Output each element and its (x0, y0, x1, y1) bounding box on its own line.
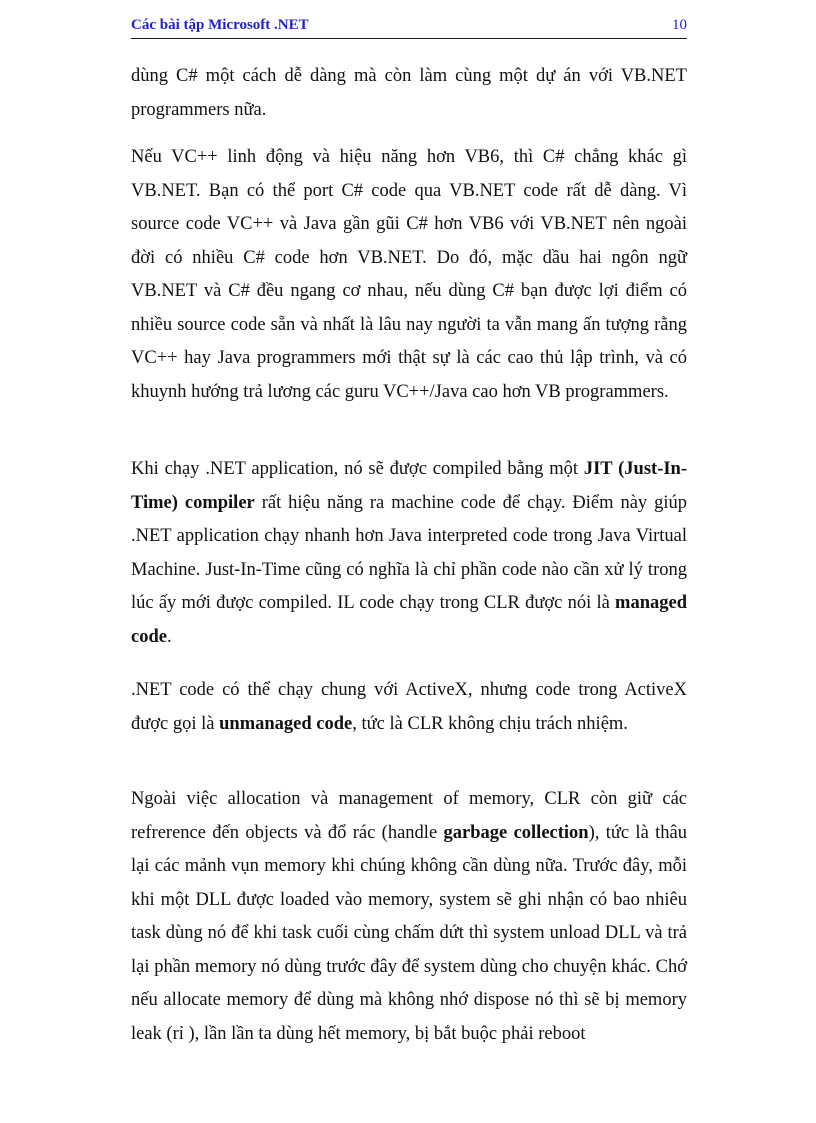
paragraph-3 (131, 453, 687, 654)
managed-code-term: managed code (131, 593, 687, 647)
paragraph-5 (131, 783, 687, 1051)
paragraph-3-text-start: Khi chạy .NET application, nó sẽ được compiled bằng một (131, 459, 584, 479)
page-header (131, 14, 687, 39)
paragraph-4-text-start: .NET code có thể chạy chung với ActiveX, nhưng code trong ActiveX được gọi là (131, 680, 687, 734)
paragraph-5-text-start: Ngoài việc allocation và management of memory, CLR còn giữ các refrerence đến objects và đổ rác (handle (131, 789, 687, 843)
garbage-collection-term: garbage collection (443, 822, 589, 843)
paragraph-4-text-end: , tức là CLR không chịu trách nhiệm. (352, 713, 628, 734)
paragraph-3-text-end: . (166, 626, 172, 647)
unmanaged-code-term: unmanaged code (219, 713, 353, 734)
paragraph-4 (131, 674, 687, 741)
paragraph-1-text: dùng C# một cách dễ dàng mà còn làm cùng một dự án với VB.NET programmers nữa. (131, 66, 687, 120)
paragraph-1 (131, 60, 687, 127)
body-text (131, 60, 687, 1051)
jit-compiler-term: JIT (Just-In-Time) compiler (131, 459, 687, 513)
paragraph-5-text-end: ), tức là thâu lại các mảnh vụn memory khi chúng không cần dùng nữa. Trước đây, mỗi khi một DLL được loaded vào memory, system sẽ ghi nhận có bao nhiêu task dùng nó để khi task cuối cùng chấm dứt thì system unload DLL và trả lại phần memory nó dùng trước đây để system dùng cho chuyện khác. Chớ nếu allocate memory để dùng mà không nhớ dispose nó thì sẽ bị memory leak (rỉ ), lần lần ta dùng hết memory, bị bắt buộc phải reboot (131, 822, 687, 1044)
paragraph-2-text: Nếu VC++ linh động và hiệu năng hơn VB6, thì C# chẳng khác gì VB.NET. Bạn có thể port C# code qua VB.NET code rất dễ dàng. Vì source code VC++ và Java gần gũi C# hơn VB6 với VB.NET nên ngoài đời có nhiều C# code hơn VB.NET. Do đó, mặc dầu hai ngôn ngữ VB.NET và C# đều ngang cơ nhau, nếu dùng C# bạn được lợi điểm có nhiều source code sẵn và nhất là lâu nay người ta vẫn mang ấn tượng rằng VC++ hay Java programmers mới thật sự là các cao thủ lập trình, và có khuynh hướng trả lương các guru VC++/Java cao hơn VB programmers. (131, 147, 687, 402)
header-title: Các bài tập Microsoft .NET (131, 17, 309, 33)
page-number: 10 (672, 17, 687, 33)
paragraph-3-text-middle: rất hiệu năng ra machine code để chạy. Điểm này giúp .NET application chạy nhanh hơn Java interpreted code trong Java Virtual Machine. Just-In-Time cũng có nghĩa là chỉ phần code nào cần xử lý trong lúc ấy mới được compiled. IL code chạy trong CLR được nói là (131, 492, 687, 613)
paragraph-2 (131, 141, 687, 409)
